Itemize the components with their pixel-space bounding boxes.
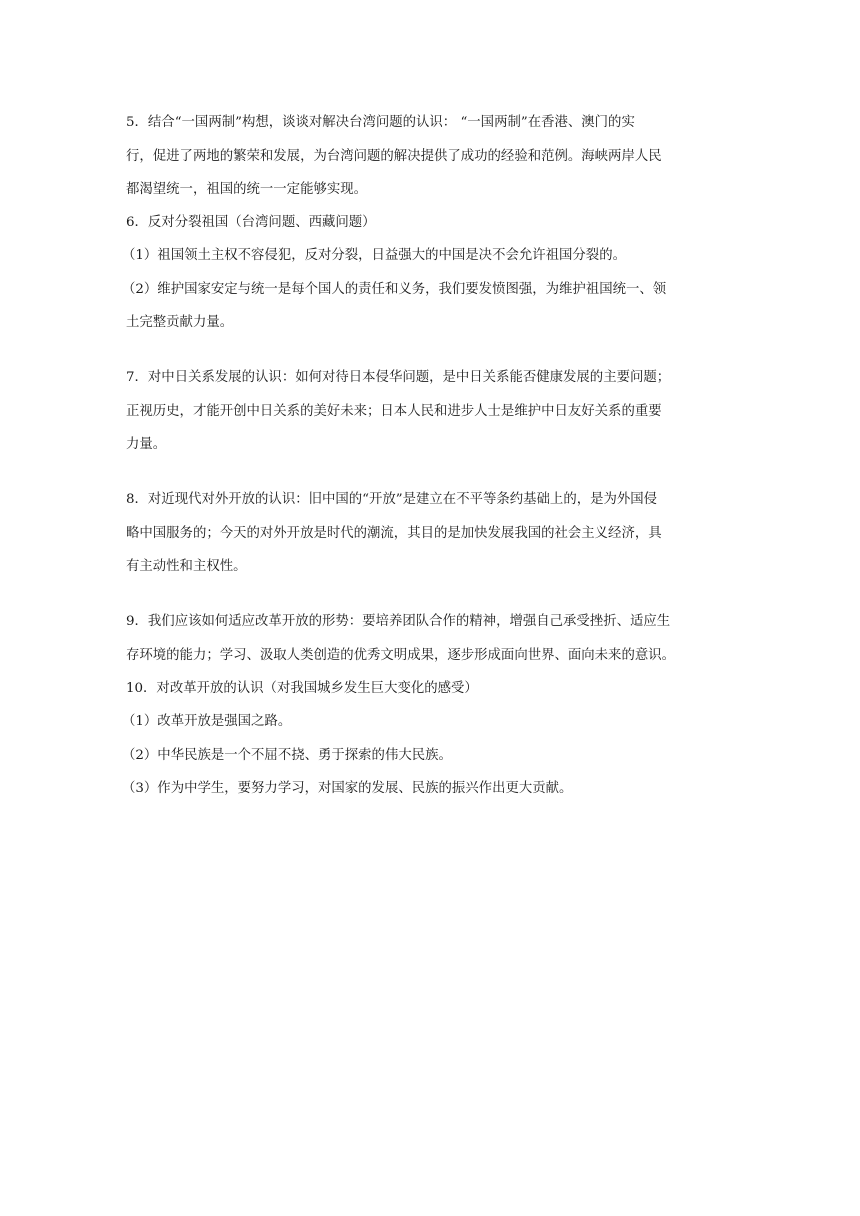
text-line: 都渴望统一，祖国的统一一定能够实现。 (126, 182, 368, 197)
text-line: （2）中华民族是一个不屈不挠、勇于探索的伟大民族。 (122, 748, 452, 763)
text-line: 存环境的能力；学习、汲取人类创造的优秀文明成果，逐步形成面向世界、面向未来的意识。 (126, 648, 676, 663)
text-line: 7．对中日关系发展的认识：如何对待日本侵华问题，是中日关系能否健康发展的主要问题； (126, 370, 671, 385)
text-line: 力量。 (126, 437, 167, 452)
text-line: 10．对改革开放的认识（对我国城乡发生巨大变化的感受） (126, 681, 478, 696)
text-line: 8．对近现代对外开放的认识：旧中国的“开放”是建立在不平等条约基础上的，是为外国侵 (126, 492, 658, 507)
text-line: 正视历史，才能开创中日关系的美好未来；日本人民和进步人士是维护中日友好关系的重要 (126, 404, 662, 419)
text-line: 5．结合“一国两制”构想，谈谈对解决台湾问题的认识： “一国两制”在香港、澳门的实 (126, 115, 635, 130)
text-line: 行，促进了两地的繁荣和发展，为台湾问题的解决提供了成功的经验和范例。海峡两岸人民 (126, 149, 662, 164)
text-line: 略中国服务的；今天的对外开放是时代的潮流，其目的是加快发展我国的社会主义经济，具 (126, 526, 662, 541)
text-line: （2）维护国家安定与统一是每个国人的责任和义务，我们要发愤图强，为维护祖国统一、领 (122, 282, 667, 297)
text-line: 9．我们应该如何适应改革开放的形势：要培养团队合作的精神，增强自己承受挫折、适应生 (126, 614, 671, 629)
text-line: （1）改革开放是强国之路。 (122, 714, 292, 729)
text-line: （1）祖国领土主权不容侵犯，反对分裂，日益强大的中国是决不会允许祖国分裂的。 (122, 248, 626, 263)
text-line: 有主动性和主权性。 (126, 559, 247, 574)
text-line: 6．反对分裂祖国（台湾问题、西藏问题） (126, 215, 376, 230)
text-line: （3）作为中学生，要努力学习，对国家的发展、民族的振兴作出更大贡献。 (122, 781, 573, 796)
text-line: 土完整贡献力量。 (126, 315, 234, 330)
